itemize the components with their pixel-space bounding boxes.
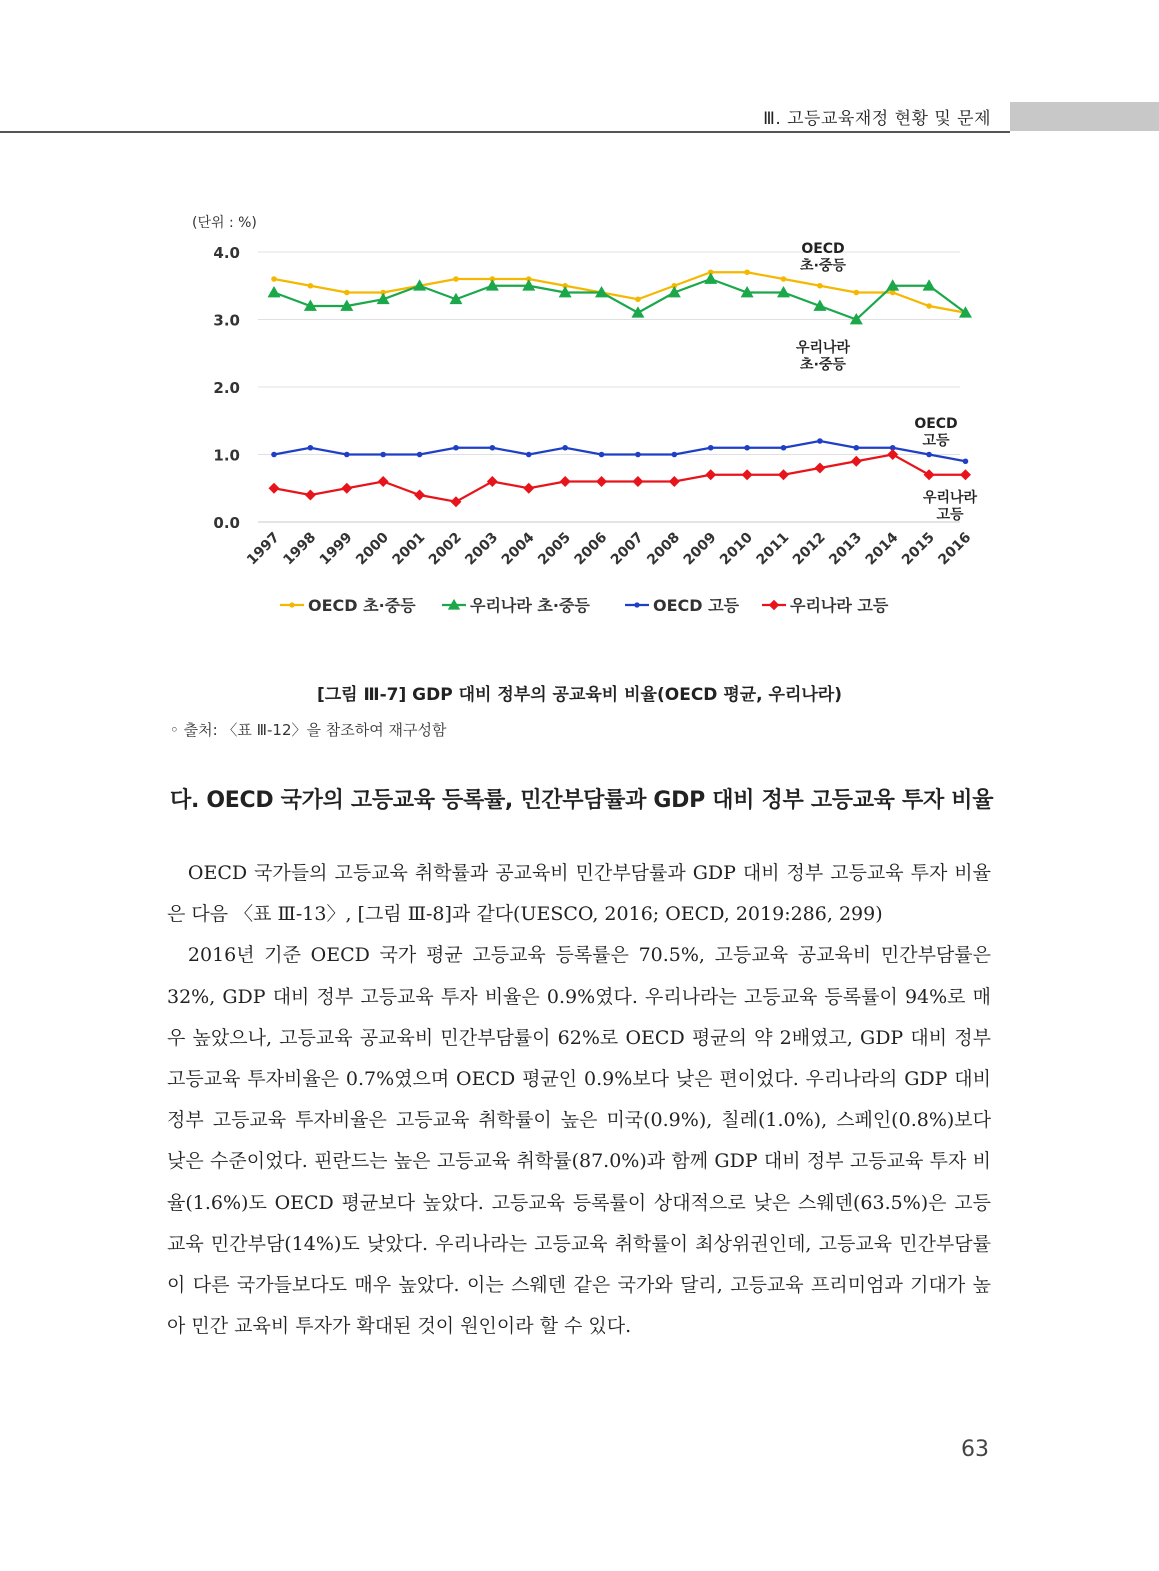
x-tick-label: 2003 xyxy=(462,529,502,569)
data-point-triangle xyxy=(268,286,281,297)
data-point-circle xyxy=(744,445,750,451)
x-tick-label: 2014 xyxy=(862,529,902,569)
chart-y-axis xyxy=(213,244,240,532)
annotation-oecd-secondary: OECD xyxy=(801,241,845,257)
x-tick-label: 2006 xyxy=(571,529,611,569)
running-header: Ⅲ. 고등교육재정 현황 및 문제 xyxy=(763,109,991,129)
chart-svg xyxy=(150,200,1010,640)
y-tick-label: 1.0 xyxy=(213,446,240,465)
x-tick-label: 2007 xyxy=(607,529,647,569)
data-point-diamond xyxy=(669,476,680,487)
data-point-diamond xyxy=(778,469,789,480)
data-point-circle xyxy=(490,445,496,451)
figure-source: ◦ 출처: 〈표 Ⅲ-12〉을 참조하여 재구성함 xyxy=(170,721,447,739)
annotation-korea-tertiary: 고등 xyxy=(936,507,964,523)
data-point-circle xyxy=(926,452,932,458)
data-point-circle xyxy=(562,445,568,451)
data-point-circle xyxy=(635,452,641,458)
series-line xyxy=(274,279,965,320)
data-point-diamond xyxy=(769,600,779,610)
series-line xyxy=(274,272,965,313)
data-point-circle xyxy=(635,296,641,302)
data-point-circle xyxy=(380,452,386,458)
annotation-korea-secondary: 초·중등 xyxy=(800,357,846,373)
x-tick-label: 1998 xyxy=(280,529,320,569)
legend-label: OECD 고등 xyxy=(653,596,740,615)
annotation-oecd-secondary: 초·중등 xyxy=(800,258,846,274)
data-point-diamond xyxy=(487,476,498,487)
y-tick-label: 0.0 xyxy=(213,514,240,532)
data-point-circle xyxy=(271,452,277,458)
chart-annotations xyxy=(796,241,978,523)
data-point-diamond xyxy=(378,476,389,487)
data-point-circle xyxy=(634,602,639,607)
series-line xyxy=(274,441,965,461)
data-point-diamond xyxy=(924,469,935,480)
x-tick-label: 2015 xyxy=(899,529,938,569)
x-tick-label: 2010 xyxy=(717,529,756,569)
data-point-diamond xyxy=(450,496,461,507)
y-tick-label: 3.0 xyxy=(213,311,240,330)
data-point-triangle xyxy=(631,306,644,317)
data-point-diamond xyxy=(814,463,825,474)
header-rule xyxy=(0,131,1010,133)
data-point-circle xyxy=(453,445,459,451)
data-point-circle xyxy=(599,452,605,458)
data-point-circle xyxy=(417,452,423,458)
data-point-circle xyxy=(526,452,532,458)
data-point-circle xyxy=(926,303,932,309)
data-point-diamond xyxy=(887,449,898,460)
header-tab-block xyxy=(1010,102,1159,131)
legend-label: OECD 초·중등 xyxy=(308,596,416,615)
figure-caption: [그림 Ⅲ-7] GDP 대비 정부의 공교육비 비율(OECD 평균, 우리나라) xyxy=(316,685,843,705)
legend-label: 우리나라 초·중등 xyxy=(470,596,590,615)
data-point-circle xyxy=(344,452,350,458)
x-tick-label: 2000 xyxy=(353,529,393,569)
data-point-diamond xyxy=(523,483,534,494)
page-number: 63 xyxy=(961,1437,989,1462)
legend-label: 우리나라 고등 xyxy=(790,596,889,615)
x-tick-label: 2009 xyxy=(680,529,720,569)
x-tick-label: 2016 xyxy=(935,529,975,569)
data-point-circle xyxy=(344,290,350,296)
data-point-circle xyxy=(744,269,750,275)
data-point-diamond xyxy=(742,469,753,480)
data-point-circle xyxy=(308,445,314,451)
chart-series xyxy=(268,269,972,507)
chart-unit-label: (단위 : %) xyxy=(192,215,257,231)
data-point-circle xyxy=(271,276,277,282)
x-tick-label: 2004 xyxy=(498,529,538,569)
x-tick-label: 2011 xyxy=(753,529,793,569)
body-text xyxy=(167,853,991,1347)
data-point-circle xyxy=(781,445,787,451)
data-point-diamond xyxy=(960,469,971,480)
x-tick-label: 2001 xyxy=(389,529,429,569)
x-tick-label: 2013 xyxy=(826,529,866,569)
series-group xyxy=(269,449,971,507)
data-point-circle xyxy=(817,438,823,444)
x-tick-label: 2002 xyxy=(425,529,465,569)
data-point-diamond xyxy=(632,476,643,487)
annotation-oecd-tertiary: OECD xyxy=(914,416,958,432)
data-point-circle xyxy=(453,276,459,282)
y-tick-label: 4.0 xyxy=(213,244,240,262)
data-point-circle xyxy=(817,283,823,289)
data-point-circle xyxy=(308,283,314,289)
series-group xyxy=(271,269,968,315)
series-group xyxy=(268,273,972,325)
gdp-education-spending-chart xyxy=(150,200,1010,640)
body-paragraph-1: OECD 국가들의 고등교육 취학률과 공교육비 민간부담률과 GDP 대비 정부 고등교육 투자 비율은 다음 〈표 Ⅲ-13〉, [그림 Ⅲ-8]과 같다(UESCO, 2016; OECD, 2019:286, 299) xyxy=(167,862,991,926)
annotation-korea-secondary: 우리나라 xyxy=(795,340,851,356)
chart-x-axis xyxy=(244,529,974,568)
data-point-diamond xyxy=(560,476,571,487)
data-point-circle xyxy=(963,458,969,464)
data-point-circle xyxy=(781,276,787,282)
data-point-diamond xyxy=(414,490,425,501)
x-tick-label: 2012 xyxy=(789,529,829,569)
x-tick-label: 1999 xyxy=(316,529,356,569)
body-paragraph-2: 2016년 기준 OECD 국가 평균 고등교육 등록률은 70.5%, 고등교육 공교육비 민간부담률은 32%, GDP 대비 정부 고등교육 투자 비율은 0.9%였다. 우리나라는 고등교육 등록률이 94%로 매우 높았으나, 고등교육 공교육비 민간부담률이 62%로 OECD 평균의 약 2배였고, GDP 대비 정부 고등교육 투자비율은 0.7%였으며 OECD 평균인 0.9%보다 낮은 편이었다. 우리나라의 GDP 대비 정부 고등교육 투자비율은 고등교육 취학률이 높은 미국(0.9%), 칠레(1.0%), 스페인(0.8%)보다 낮은 수준이었다. 핀란드는 높은 고등교육 취학률(87.0%)과 함께 GDP 대비 정부 고등교육 투자 비율(1.6%)도 OECD 평균보다 높았다. 고등교육 등록률이 상대적으로 낮은 스웨덴(63.5%)은 고등교육 민간부담(14%)도 낮았다. 우리나라는 고등교육 취학률이 최상위권인데, 고등교육 민간부담률이 다른 국가들보다도 매우 높았다. 이는 스웨덴 같은 국가와 달리, 고등교육 프리미엄과 기대가 높아 민간 교육비 투자가 확대된 것이 원인이라 할 수 있다. xyxy=(167,944,991,1338)
data-point-diamond xyxy=(596,476,607,487)
data-point-diamond xyxy=(705,469,716,480)
chart-legend xyxy=(280,596,889,615)
x-tick-label: 2008 xyxy=(644,529,684,569)
data-point-diamond xyxy=(851,456,862,467)
series-line xyxy=(274,455,965,502)
x-tick-label: 1997 xyxy=(243,529,283,569)
data-point-circle xyxy=(672,452,678,458)
data-point-circle xyxy=(853,290,859,296)
y-tick-label: 2.0 xyxy=(213,379,240,397)
annotation-korea-tertiary: 우리나라 xyxy=(922,490,978,506)
data-point-diamond xyxy=(341,483,352,494)
data-point-circle xyxy=(708,445,714,451)
data-point-diamond xyxy=(269,483,280,494)
data-point-circle xyxy=(853,445,859,451)
annotation-oecd-tertiary: 고등 xyxy=(922,433,950,449)
data-point-circle xyxy=(289,602,294,607)
data-point-diamond xyxy=(305,490,316,501)
section-heading: 다. OECD 국가의 고등교육 등록률, 민간부담률과 GDP 대비 정부 고등교육 투자 비율 xyxy=(170,788,994,813)
x-tick-label: 2005 xyxy=(535,529,574,569)
